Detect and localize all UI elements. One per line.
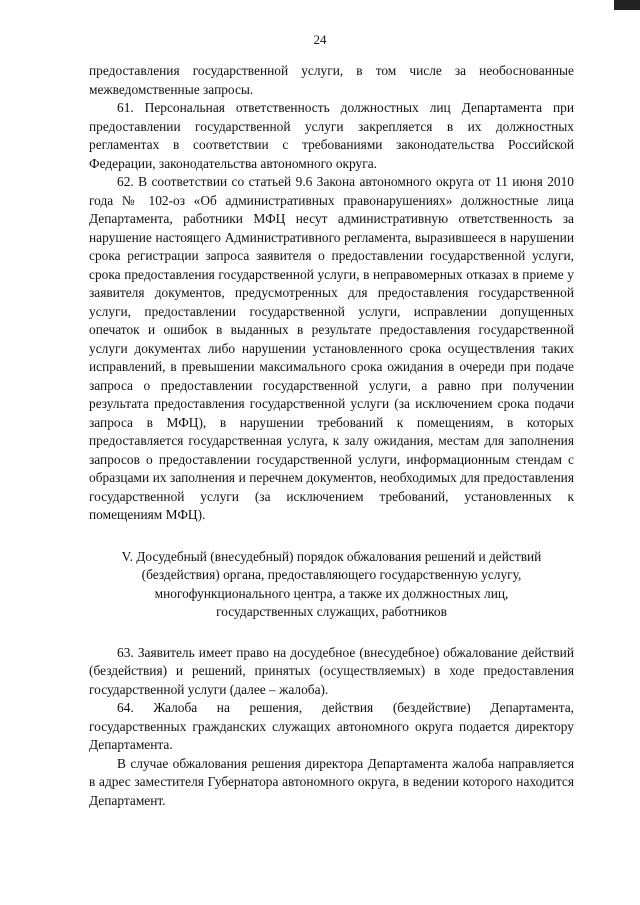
paragraph-64: 64. Жалоба на решения, действия (бездействие) Департамента, государственных гражданских служащих автономного округа подается директору Департамента. — [89, 700, 574, 752]
section-heading-v: V. Досудебный (внесудебный) порядок обжалования решений и действий (бездействия) органа, предоставляющего государственную услугу, многофункционального центра, а также их должностных лиц, государственных служащих, работников — [121, 548, 542, 619]
paragraph-64-director: В случае обжалования решения директора Департамента жалоба направляется в адрес заместителя Губернатора автономного округа, в ведении которого находится Департамент. — [89, 755, 574, 808]
paragraph-63: 63. Заявитель имеет право на досудебное (внесудебное) обжалование действий (бездействия) и решений, принятых (осуществляемых) в ходе предоставления государственной услуги (далее – жалоба). — [89, 644, 574, 697]
paragraph-continuation: предоставления государственной услуги, в том числе за необоснованные межведомственные запросы. — [89, 63, 574, 97]
paragraph-61: 61. Персональная ответственность должностных лиц Департамента при предоставлении государственной услуги закрепляется в их должностных регламентах в соответствии с требованиями законодательства Российской Федерации, законодательства автономного округа. — [89, 100, 574, 171]
page-body — [89, 62, 574, 810]
page-number: 24 — [313, 32, 327, 47]
paragraph-62: 62. В соответствии со статьей 9.6 Закона автономного округа от 11 июня 2010 года № 102-оз «Об административных правонарушениях» должностные лица Департамента, работники МФЦ несут административную ответственность за нарушение настоящего Административного регламента, выразившееся в нарушении срока регистрации запроса заявителя о предоставлении государственной услуги, срока предоставления государственной услуги, в неправомерных отказах в приеме у заявителя документов, предусмотренных для предоставления государственной услуги, предоставлении государственной услуги, исправлении допущенных опечаток и ошибок в выданных в результате предоставления государственной услуги документах либо нарушении установленного срока осуществления таких исправлений, в превышении максимального срока ожидания в очереди при подаче запроса о предоставлении государственной услуги, а равно при получении результата предоставления государственной услуги (за исключением срока подачи запроса в МФЦ), в нарушении требований к помещениям, в которых предоставляется государственная услуга, к залу ожидания, местам для заполнения запросов о предоставлении государственной услуги, информационным стендам с образцами их заполнения и перечнем документов, необходимых для предоставления государственной услуги (за исключением требований, установленных к помещениям МФЦ). — [89, 174, 574, 522]
scan-corner-mark — [614, 0, 640, 10]
